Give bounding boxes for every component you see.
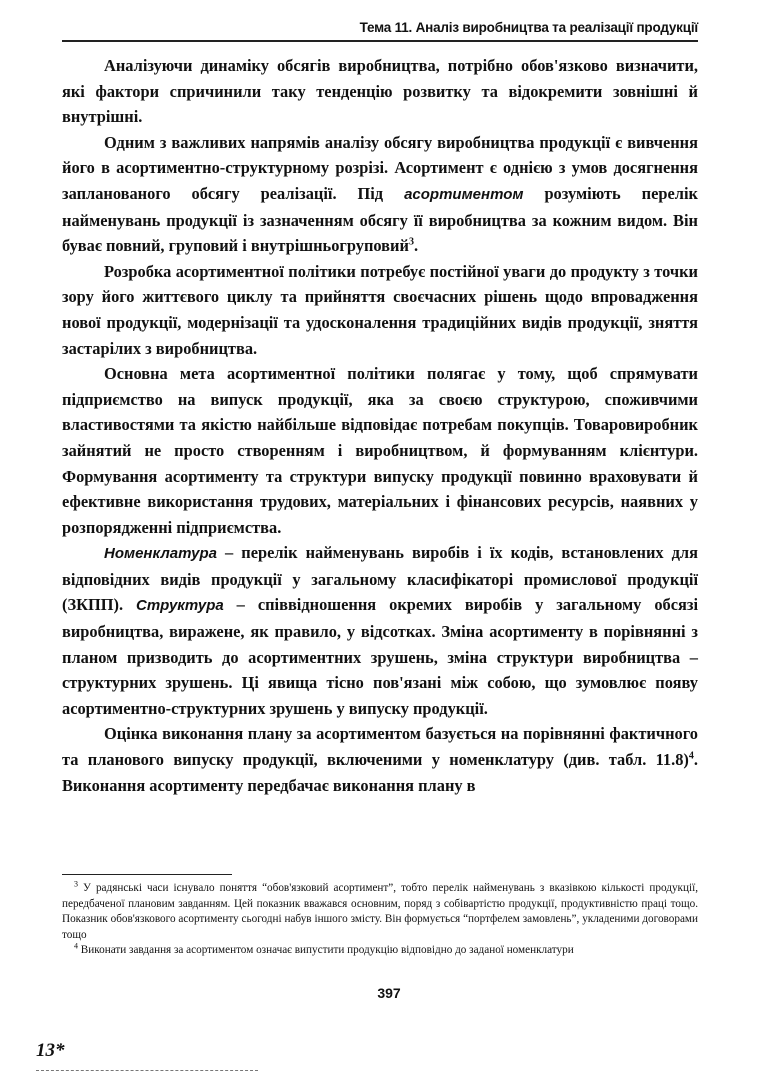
footnote-3-mark: 3 — [74, 879, 78, 889]
term-structure: Структура — [136, 597, 224, 615]
footnote-3-text: У радянські часи існувало поняття “обов'язковий асортимент”, тобто перелік найменувань з вказівкою кількості продукції, передбаченої плановим завданням. Цей показник вважався основним, поряд з собівартістю продукції, продуктивністю праці тощо. Показник обов'язкового асортименту сьогодні набув іншого змісту. Він формується “портфелем замовлень”, укладеними договорами тощо — [62, 882, 698, 941]
paragraph-2-end: . — [413, 236, 419, 256]
paragraph-2-text-b: розуміють перелік найменувань продукції із зазначенням обсягу її виробництва за кожним видом. Він буває повний, груповий і внутрішньогруповий — [62, 183, 698, 256]
paragraph-1: Аналізуючи динаміку обсягів виробництва, потрібно обов'язково визначити, які фактори спричинили таку тенденцію розвитку та відокремити зовнішні й внутрішні. — [62, 56, 698, 127]
paragraph-6-text-a: Оцінка виконання плану за асортиментом базується на порівнянні фактичного та планового випуску продукції, включеними у номенклатуру (див. табл. 11.8) — [62, 724, 698, 770]
paragraph-2 — [62, 130, 698, 259]
footnote-ref-3: 3 — [408, 236, 414, 248]
footnotes — [62, 881, 698, 959]
paragraph-5 — [62, 540, 698, 721]
paragraph-3: Розробка асортиментної політики потребує постійної уваги до продукту з точки зору його життєвого циклу та прийняття своєчасних рішень щодо впровадження нової продукції, модернізації та удосконалення традиційних видів продукції, зняття застарілих з виробництва. — [62, 261, 698, 358]
footnote-3 — [62, 881, 698, 943]
paragraph-2-text-a: Одним з важливих напрямів аналізу обсягу виробництва продукції є вивчення його в асортиментно-структурному розрізі. Асортимент є однією з умов досягнення запланованого обсягу реалізації. Під — [62, 132, 698, 203]
signature-mark: 13* — [36, 1040, 65, 1061]
term-assortment: асортиментом — [404, 185, 524, 203]
term-nomenclature: Номенклатура — [104, 545, 217, 563]
running-header: Тема 11. Аналіз виробництва та реалізації продукції — [359, 20, 698, 35]
footnote-4 — [62, 943, 698, 959]
page-number: 397 — [377, 985, 401, 1001]
paragraph-4: Основна мета асортиментної політики полягає у тому, щоб спрямувати підприємство на випуск продукції, яка за своєю структурою, споживчими властивостями та якістю найбільше відповідає потребам покупців. Товаровиробник зайнятий не просто створенням і виробництвом, й формуванням клієнтури. Формування асортименту та структури випуску продукції повинно враховувати й ефективне використання трудових, матеріальних і фінансових ресурсів, наявних у розпорядженні підприємства. — [62, 364, 698, 537]
body-text — [62, 53, 698, 798]
paragraph-5-text-b: – співвідношення окремих виробів у загальному обсязі виробництва, виражене, як правило, у відсотках. Зміна асортименту в порівнянні з планом призводить до асортиментних зрушень, зміна структури виробництва – структурних зрушень. Ці явища тісно пов'язані між собою, що зумовлює появу асортиментно-структурних зрушень у випуску продукції. — [62, 595, 698, 718]
header-rule — [62, 40, 698, 42]
footnote-ref-4: 4 — [688, 750, 694, 762]
paragraph-6-text-b: . Виконання асортименту передбачає виконання плану в — [62, 750, 698, 795]
footnote-4-mark: 4 — [74, 941, 78, 951]
paragraph-5-text-a: – перелік найменувань виробів і їх кодів, встановлених для відповідних видів продукції у загальному класифікаторі промислової продукції (ЗКПП). — [62, 543, 698, 615]
footnote-4-text: Виконати завдання за асортиментом означає випустити продукцію відповідно до заданої номенклатури — [78, 944, 574, 957]
paragraph-6 — [62, 721, 698, 798]
footnote-rule — [62, 874, 232, 875]
bottom-rule — [36, 1070, 258, 1071]
